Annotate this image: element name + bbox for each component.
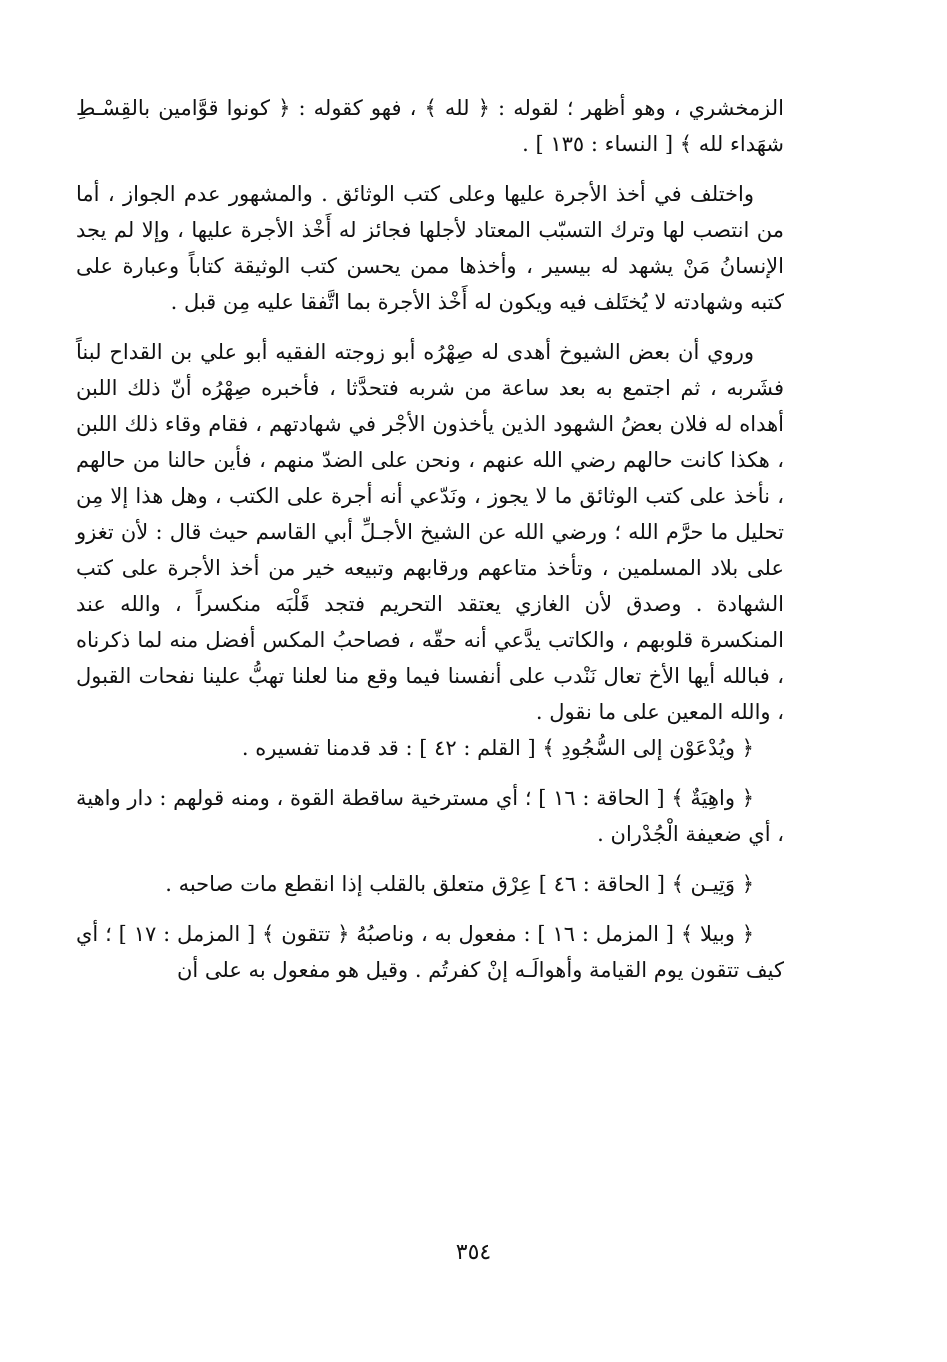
paragraph-muzzammil-16: ﴿ وبيلا ﴾ [ المزمل : ١٦ ] : مفعول به ، وناصبُهُ ﴿ تتقون ﴾ [ المزمل : ١٧ ] ؛ أي كيف تتقون يوم القيامة وأهوالَـه إنْ كفرتُم . وقيل هو مفعول به على أن: [76, 922, 784, 982]
page-body: [76, 90, 784, 988]
paragraph-haqqa-46: ﴿ وَتِيـن ﴾ [ الحاقة : ٤٦ ] عِرْق متعلق بالقلب إذا انقطع مات صاحبه .: [165, 872, 754, 896]
paragraph-haqqa-16: ﴿ واهِيَةٌ ﴾ [ الحاقة : ١٦ ] ؛ أي مسترخية ساقطة القوة ، ومنه قولهم : دار واهية ، أي ضعيفة الْجُدْران .: [76, 786, 784, 846]
page-number: ٣٥٤: [455, 1240, 492, 1265]
paragraph-qalam-42: ﴿ ويُدْعَوْن إلى السُّجُودِ ﴾ [ القلم : ٤٢ ] : قد قدمنا تفسيره .: [241, 736, 754, 760]
paragraph-milk-story: وروي أن بعض الشيوخ أهدى له صِهْرُه أبو زوجته الفقيه أبو علي بن القداح لبناً فشَربه ، ثم اجتمع به بعد ساعة من شربه فتحدَّثا ، فأخبره صِهْرُه أنّ ذلك اللبن أهداه له فلان بعضُ الشهود الذين يأخذون الأجْر في شهادتهم ، فقام وقاء ذلك اللبن ، هكذا كانت حالهم رضي الله عنهم ، ونحن على الضدّ منهم ، فأين حالنا من حالهم ، نأخذ على كتب الوثائق ما لا يجوز ، ونَدّعي أنه أجرة على الكتب ، وهل هذا إلا مِن تحليل ما حرَّم الله ؛ ورضي الله عن الشيخ الأجـلِّ أبي القاسم حيث قال : لأن تغزو على بلاد المسلمين ، وتأخذ متاعهم ورقابهم وتبيعه خير من أخذ الأجرة على كتب الشهادة . وصدق لأن الغازي يعتقد التحريم فتجد قَلْبَه منكسراً ، والله عند المنكسرة قلوبهم ، والكاتب يدَّعي أنه حقّه ، فصاحبُ المكس أفضل منه لما ذكرناه ، فبالله أيها الأخ تعال نَنْدب على أنفسنا فيما وقع منا لعلنا تهبُّ علينا نفحات القبول ، والله المعين على ما نقول .: [76, 340, 784, 724]
paragraph-wages-documents: واختلف في أخذ الأجرة عليها وعلى كتب الوثائق . والمشهور عدم الجواز ، أما من انتصب لها وترك التسبّب المعتاد لأجلها فجائز له أَخْذ الأجرة عليها ، وإلا لم يجد الإنسانُ مَنْ يشهد له بيسير ، وأخذها ممن يحسن كتب الوثيقة كتاباً وعبارة على كتبه وشهادته لا يُختَلف فيه ويكون له أَخْذ الأجرة بما اتَّفقا عليه مِن قبل .: [76, 182, 784, 314]
paragraph-zamakhshari: الزمخشري ، وهو أظهر ؛ لقوله : ﴿ لله ﴾ ، فهو كقوله : ﴿ كونوا قوَّامين بالقِسْـطِ شهَداء لله ﴾ [ النساء : ١٣٥ ] .: [76, 96, 784, 156]
